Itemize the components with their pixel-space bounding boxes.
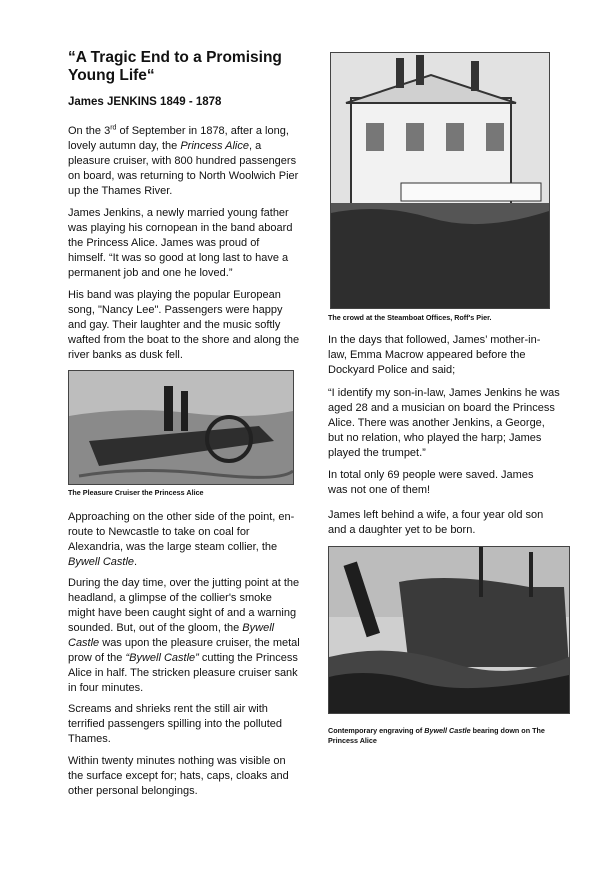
steamboat-offices-engraving [330,52,550,309]
article-subtitle: James JENKINS 1849 - 1878 [68,96,222,108]
paragraph-5: During the day time, over the jutting point at the headland, a glimpse of the collier's smoke might have been caught sight of and a warning sounded. But, out of the gloom, the Bywell Castle was upon the pleasure cruiser, the metal prow of the “Bywell Castle” cutting the Princess Alice in half. The stricken pleasure cruiser sank in four minutes. [68,577,300,694]
paragraph-9: “I identify my son-in-law, James Jenkins he was aged 28 and a musician on board the Princess Alice. There was another Jenkins, a George, but no relation, who played the harp; James played the trumpet.” [328,387,560,459]
paragraph-10: In total only 69 people were saved. James was not one of them! [328,469,534,496]
paragraph-8: In the days that followed, James’ mother-in-law, Emma Macrow appeared before the Dockyard Police and said; [328,334,541,376]
paragraph-1: On the 3rd of September in 1878, after a long, lovely autumn day, the Princess Alice, a pleasure cruiser, with 800 hundred passengers on board, was returning to North Woolwich Pier up the Thames River. [68,124,299,197]
paragraph-6: Screams and shrieks rent the still air with terrified passengers spilling into the polluted Thames. [68,703,283,745]
bywell-castle-engraving [328,546,570,714]
paragraph-4: Approaching on the other side of the point, en-route to Newcastle to take on coal for Alexandria, was the large steam collier, the Bywell Castle. [68,511,295,568]
paragraph-11: James left behind a wife, a four year old son and a daughter yet to be born. [328,509,544,536]
caption-princess-alice: The Pleasure Cruiser the Princess Alice [68,488,204,497]
paragraph-3: His band was playing the popular European song, "Nancy Lee". Passengers were happy and gay. Their laughter and the music softly wafted from the boat to the shore and along the river banks as dusk fell. [68,289,300,361]
caption-steamboat-offices: The crowd at the Steamboat Offices, Roff's Pier. [328,313,492,322]
paragraph-7: Within twenty minutes nothing was visible on the surface except for; hats, caps, cloaks and other personal belongings. [68,755,289,797]
caption-bywell-castle: Contemporary engraving of Bywell Castle bearing down on The Princess Alice [328,726,545,745]
paragraph-2: James Jenkins, a newly married young father was playing his cornopean in the band aboard the Princess Alice. James was proud of himself. “It was so good at long last to have a permanent job and one he loved.” [68,207,293,279]
princess-alice-engraving [68,370,294,485]
article-title: “A Tragic End to a Promising Young Life“ [68,49,282,84]
